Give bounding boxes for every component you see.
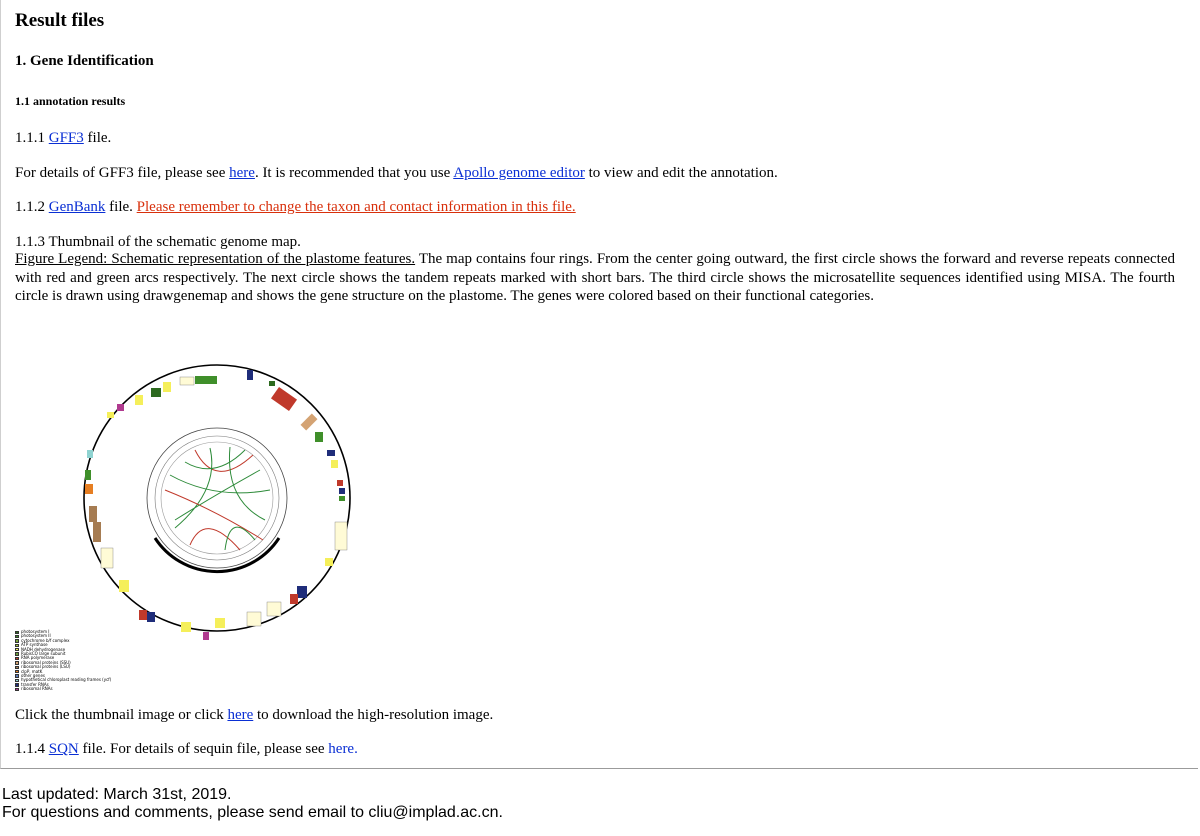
details-text: For details of GFF3 file, please see	[15, 165, 230, 181]
section-heading: 1. Gene Identification	[15, 53, 154, 69]
inverted-repeat-arc	[155, 538, 279, 572]
item-number: 1.1.4	[15, 741, 49, 757]
item-suffix: file.	[83, 130, 112, 146]
legend-swatch	[15, 683, 19, 686]
legend-label: RubisCO large subunit	[21, 650, 66, 656]
figure-legend	[15, 250, 1175, 306]
gff3-details	[15, 164, 778, 182]
legend-swatch	[15, 657, 19, 660]
legend-swatch	[15, 639, 19, 642]
legend-label: ribosomal RNAs	[21, 686, 53, 692]
item-number: 1.1.2	[15, 199, 49, 215]
legend-swatch	[15, 648, 19, 651]
gene-blocks	[85, 370, 347, 640]
legend-label: hypothetical chloroplast reading frames (ycf)	[21, 677, 112, 683]
genbank-warning-link[interactable]: Please remember to change the taxon and contact information in this file.	[136, 199, 576, 215]
map-legend	[15, 630, 111, 691]
legend-label: photosystem II	[21, 633, 51, 639]
item-sqn	[15, 740, 358, 758]
item-suffix: file.	[105, 199, 137, 215]
figure-legend-label: Figure Legend: Schematic representation of the plastome features.	[15, 251, 416, 267]
item-gff3	[15, 129, 111, 147]
legend-label: transfer RNAs	[21, 681, 49, 687]
legend-label: clpP, matK	[21, 668, 43, 674]
legend-swatch	[15, 631, 19, 634]
subsection-heading: 1.1 annotation results	[15, 94, 126, 108]
gff3-details-here-link[interactable]: here	[229, 165, 255, 181]
sequin-here-link[interactable]: here.	[328, 741, 358, 757]
repeat-arcs	[165, 447, 270, 550]
legend-swatch	[15, 652, 19, 655]
legend-label: RNA polymerase	[21, 655, 55, 661]
item-number: 1.1.1	[15, 130, 49, 146]
item-genbank	[15, 198, 576, 216]
genbank-link[interactable]: GenBank	[48, 199, 106, 215]
gff3-link[interactable]: GFF3	[48, 130, 84, 146]
legend-swatch	[15, 635, 19, 638]
legend-label: cytochrome b/f complex	[21, 637, 70, 643]
legend-swatch	[15, 644, 19, 647]
legend-swatch	[15, 674, 19, 677]
sqn-link[interactable]: SQN	[48, 741, 79, 757]
legend-item	[15, 687, 111, 691]
note-text: Click the thumbnail image or click	[15, 707, 228, 723]
download-image-here-link[interactable]: here	[227, 707, 254, 723]
legend-swatch	[15, 661, 19, 664]
misa-ring	[147, 428, 287, 568]
details-text: . It is recommended that you use	[254, 165, 454, 181]
legend-swatch	[15, 688, 19, 691]
legend-swatch	[15, 666, 19, 669]
legend-label: NADH dehydrogenase	[21, 646, 66, 652]
item-thumbnail-title: 1.1.3 Thumbnail of the schematic genome map.	[15, 234, 301, 250]
item-text: file. For details of sequin file, please see	[78, 741, 329, 757]
note-text: to download the high-resolution image.	[253, 707, 494, 723]
tandem-ring	[155, 436, 279, 560]
footer	[2, 786, 503, 822]
legend-swatch	[15, 670, 19, 673]
legend-label: ATP synthase	[21, 642, 48, 648]
legend-swatch	[15, 679, 19, 682]
legend-label: other genes	[21, 672, 46, 678]
legend-label: ribosomal proteins (SSU)	[21, 659, 71, 665]
last-updated: Last updated: March 31st, 2019.	[2, 786, 232, 803]
legend-label: ribosomal proteins (LSU)	[21, 664, 71, 670]
figure-legend-text: The map contains four rings. From the center going outward, the first circle shows the forward and reverse repeats connected with red and green arcs respectively. The next circle shows the tandem repeats marked with short bars. The third circle shows the microsatellite sequences identified using MISA. The fourth circle is drawn using drawgenemap and shows the gene structure on the plastome. The genes were colored based on their functional categories.	[15, 251, 1175, 304]
repeat-ring	[161, 442, 273, 554]
page-title: Result files	[15, 10, 105, 31]
apollo-link[interactable]: Apollo genome editor	[453, 165, 585, 181]
legend-label: photosystem I	[21, 629, 50, 634]
contact-info: For questions and comments, please send email to cliu@implad.ac.cn.	[2, 804, 503, 821]
details-text: to view and edit the annotation.	[584, 165, 778, 181]
